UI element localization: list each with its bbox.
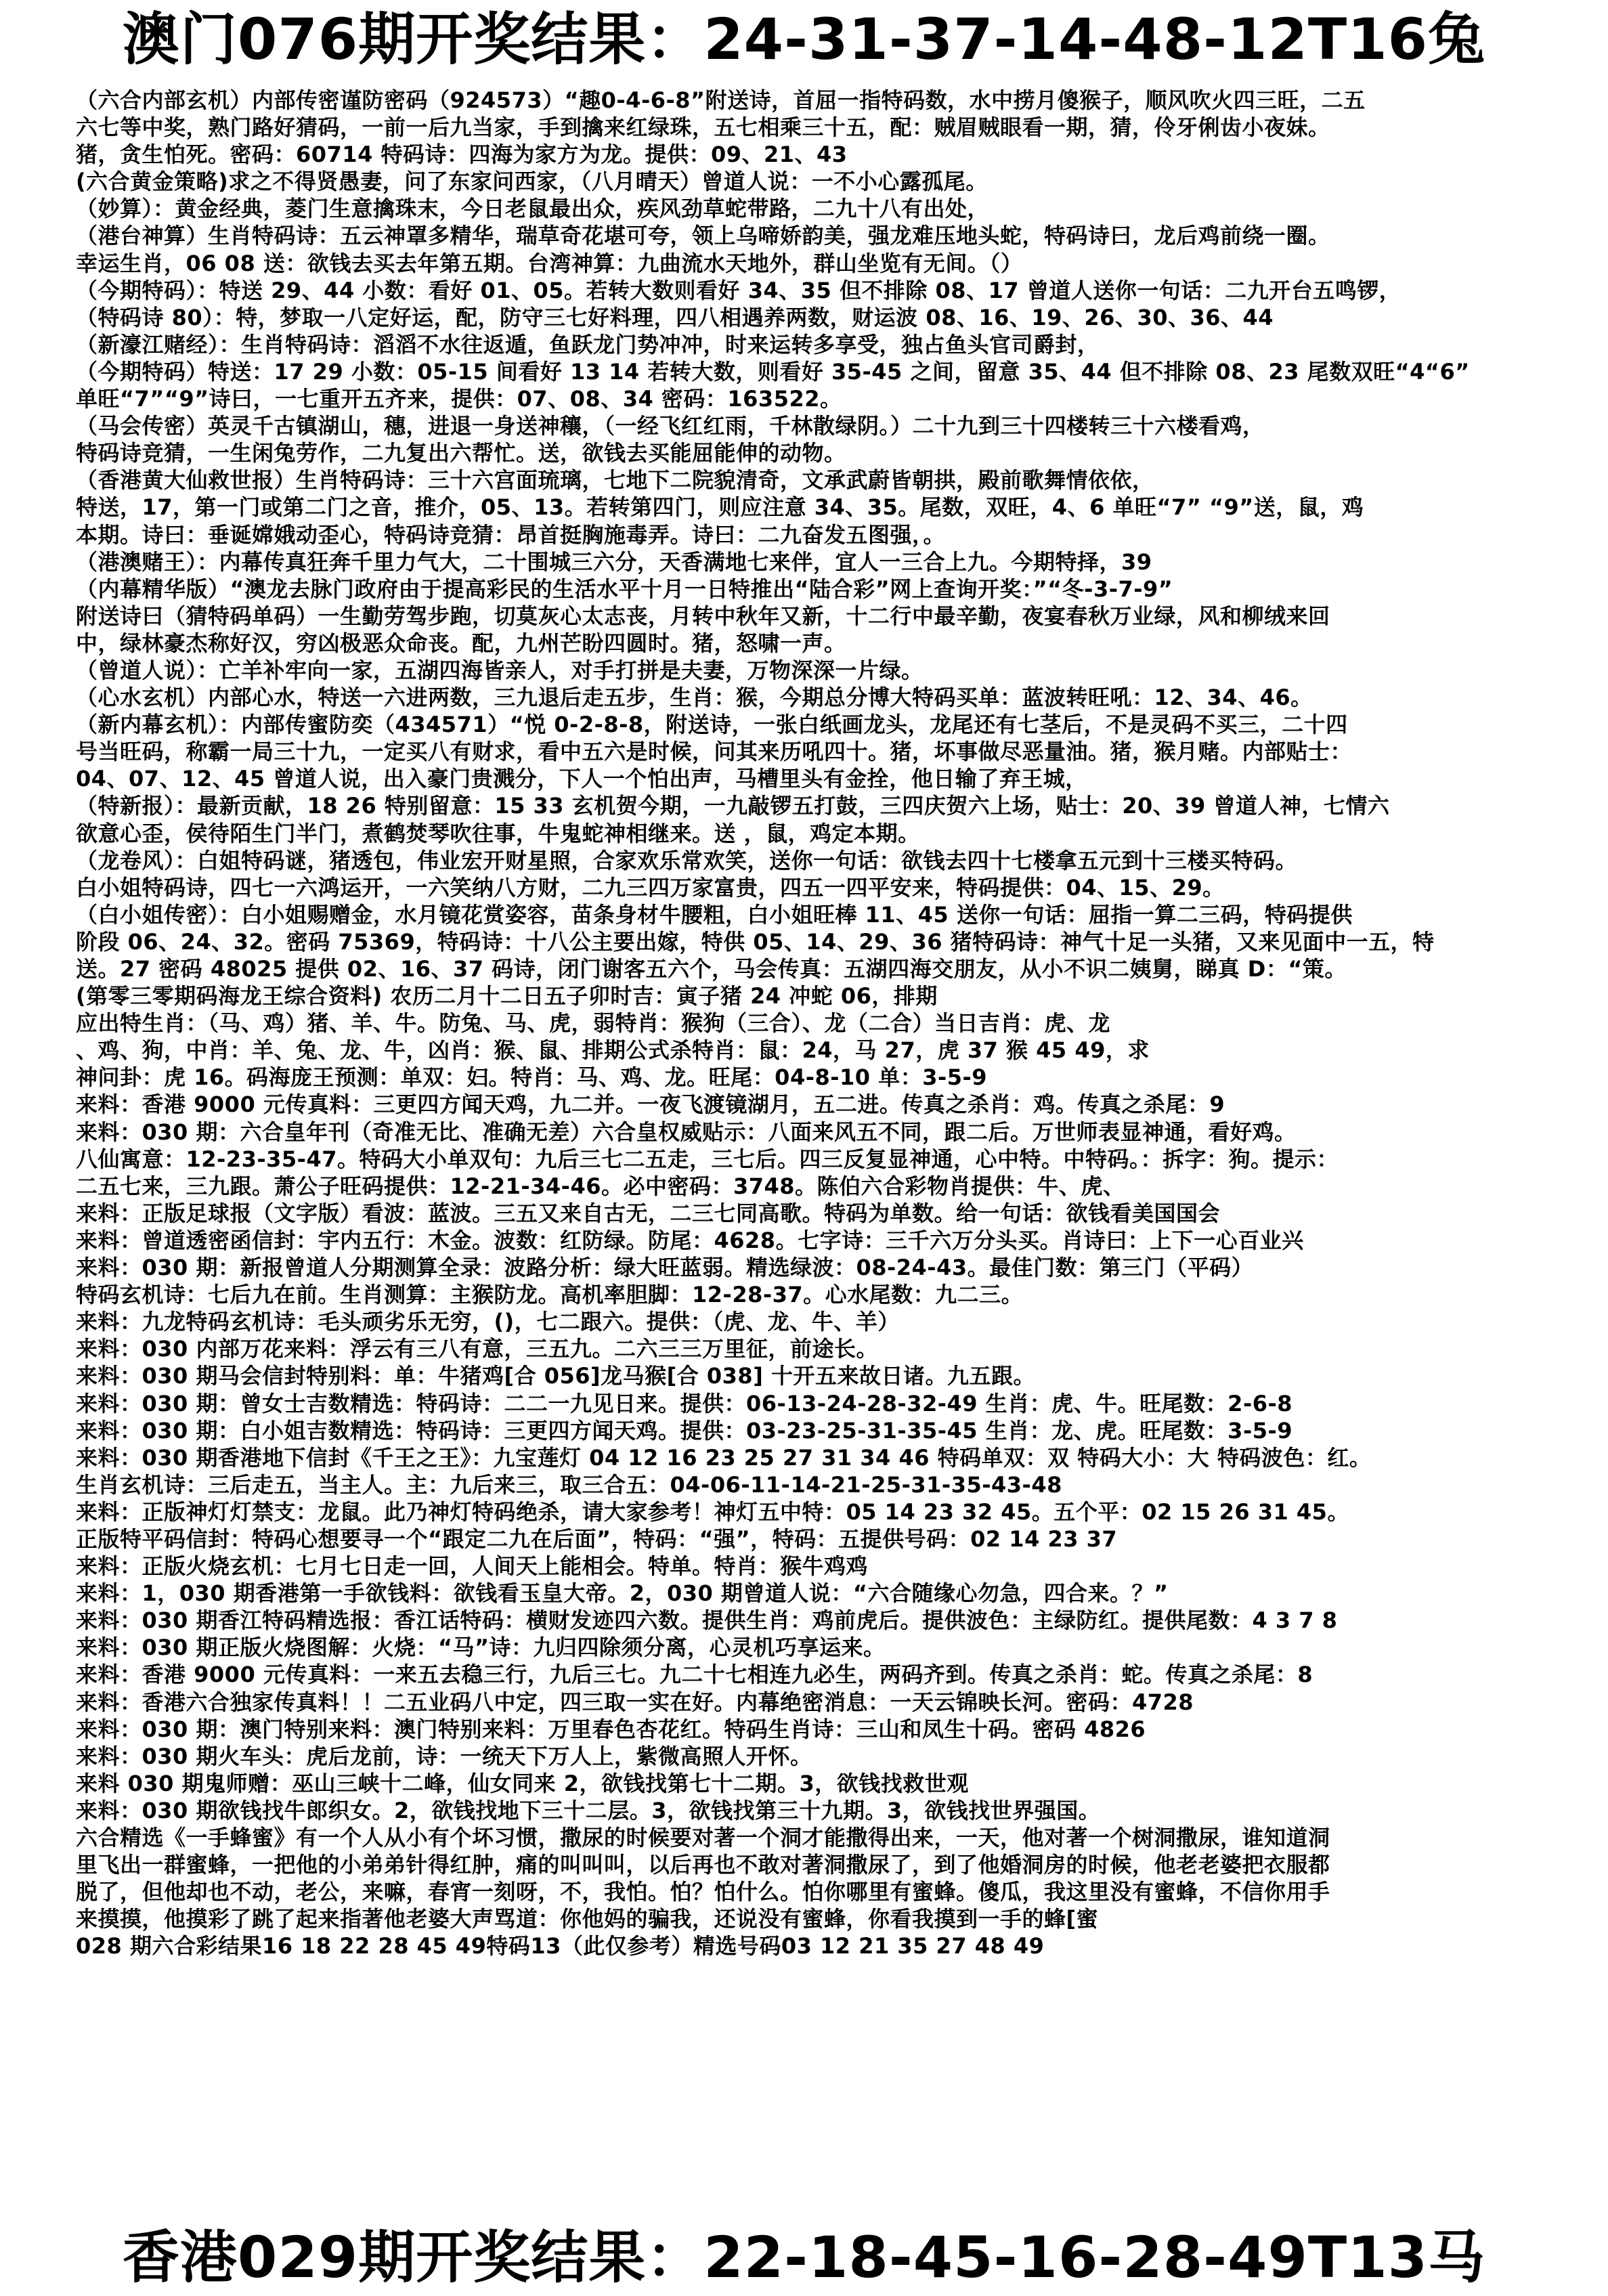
text-line: 中，绿林豪杰称好汉，穷凶极恶众命丧。配，九州芒盼四圆时。猪，怒啸一声。 (76, 630, 846, 656)
text-line: 来料：030 期香江特码精选报：香江话特码：横财发迹四六数。提供生肖：鸡前虎后。提供波色：主绿防红。提供尾数：4 3 7 8 (76, 1607, 1338, 1634)
text-line: （马会传密）英灵千古镇湖山，穗，进退一身送神穰，（一经飞红红雨，千林散绿阴。）二十九到三十四楼转三十六楼看鸡， (76, 413, 1265, 439)
text-line: 八仙寓意：12-23-35-47。特码大小单双句：九后三七二五走，三七后。四三反复显神通，心中特。中特码。：拆字：狗。提示： (76, 1146, 1339, 1172)
text-line: 六合精选《一手蜂蜜》有一个人从小有个坏习惯，撒尿的时候要对著一个洞才能撒得出来，一天，他对著一个树洞撒尿，谁知道洞 (76, 1825, 1330, 1850)
text-line: 来料 030 期鬼师赠：巫山三峡十二峰，仙女同来 2，欲钱找第七十二期。3，欲钱找救世观 (76, 1770, 969, 1796)
text-line: （白小姐传密）：白小姐赐赠金，水月镜花赏姿容，苗条身材牛腰粗，白小姐旺棒 11、45 送你一句话：屈指一算二三码，特码提供 (76, 901, 1353, 928)
text-line: （六合内部玄机）内部传密谨防密码（924573）“趣0-4-6-8”附送诗，首屈一指特码数，水中捞月傻猴子，顺风吹火四三旺，二五 (76, 87, 1366, 113)
text-line: 来料：香港 9000 元传真料：一来五去稳三行，九后三七。九二十七相连九必生，两码齐到。传真之杀肖：蛇。传真之杀尾：8 (76, 1662, 1313, 1688)
text-line: 来料：030 期香港地下信封《千王之王》：九宝莲灯 04 12 16 23 25 27 31 34 46 特码单双：双 特码大小：大 特码波色：红。 (76, 1444, 1372, 1471)
text-line: 送。27 密码 48025 提供 02、16、37 码诗，闭门谢客五六个，马会传真：五湖四海交朋友，从小不识二姨舅，睇真 D：“策。 (76, 956, 1347, 982)
text-line: （新内幕玄机）：内部传蜜防奕（434571）“悦 0-2-8-8，附送诗，一张白纸画龙头，龙尾还有七茎后，不是灵码不买三，二十四 (76, 712, 1348, 738)
text-line: 本期。诗曰：垂诞嫦娥动歪心，特码诗竞猜：昂首挺胸施毒弄。诗曰：二九奋发五图强，。 (76, 521, 946, 548)
text-line: 欲意心歪，侯待陌生门半门，煮鹤焚琴吹往事，牛鬼蛇神相继来。送 ，鼠，鸡定本期。 (76, 820, 920, 846)
text-line: 二五七来，三九跟。萧公子旺码提供：12-21-34-46。必中密码：3748。陈伯六合彩物肖提供：牛、虎、 (76, 1173, 1125, 1199)
text-line: （特新报）：最新贡献，18 26 特别留意：15 33 玄机贺今期，一九敲锣五打鼓，三四庆贺六上场，贴士：20、39 曾道人神，七情六 (76, 793, 1390, 819)
text-line: 神问卦：虎 16。码海庞王预测：单双：妇。特肖：马、鸡、龙。旺尾：04-8-10 单：3-5-9 (76, 1064, 988, 1091)
text-line: 幸运生肖，06 08 送：欲钱去买去年第五期。台湾神算：九曲流水天地外，群山坐览有无间。（） (76, 250, 1023, 276)
text-line: 猪，贪生怕死。密码：60714 特码诗：四海为家方为龙。提供：09、21、43 (76, 142, 848, 168)
text-line: 来料：正版火烧玄机：七月七日走一回，人间天上能相会。特单。特肖：猴牛鸡鸡 (76, 1553, 869, 1580)
text-line: （内幕精华版）“澳龙去脉门政府由于提高彩民的生活水平十月一日特推出“陆合彩”网上查询开奖：”“冬-3-7-9” (76, 576, 1173, 602)
text-line: 单旺“7”“9”诗曰，一七重开五齐来，提供：07、08、34 密码：163522。 (76, 386, 842, 412)
text-line: 来料：030 期火车头：虎后龙前，诗：一统天下万人上，紫微高照人开怀。 (76, 1743, 812, 1769)
text-line: （今期特码）特送：17 29 小数：05-15 间看好 13 14 若转大数，则看好 35-45 之间，留意 35、44 但不排除 08、23 尾数双旺“4“6” (76, 358, 1470, 385)
text-line: 特码玄机诗：七后九在前。生肖测算：主猴防龙。高机率胆脚：12-28-37。心水尾数：九二三。 (76, 1282, 1024, 1308)
text-line: 028 期六合彩结果16 18 22 28 45 49特码13（此仅参考）精选号码03 12 21 35 27 48 49 (76, 1933, 1045, 1959)
text-line: 特码诗竞猜，一生闲兔劳作，二九复出六帮忙。送，欲钱去买能屈能伸的动物。 (76, 440, 846, 467)
text-line: 来料：030 期：新报曾道人分期测算全录：波路分析：绿大旺蓝弱。精选绿波：08-24-43。最佳门数：第三门（平码） (76, 1255, 1254, 1281)
text-line: 来料：030 期马会信封特别料：单：牛猪鸡[合 056]龙马猴[合 038] 十开五来故日诸。九五跟。 (76, 1363, 1035, 1389)
text-line: （心水玄机）内部心水，特送一六进两数，三九退后走五步，生肖：猴，今期总分博大特码买单：蓝波转旺吼：12、34、46。 (76, 685, 1313, 711)
text-line: 附送诗曰（猜特码单码）一生勤劳驾步跑，切莫灰心太志丧，月转中秋年又新，十二行中最辛勤，夜宴春秋万业绿，风和柳绒来回 (76, 603, 1330, 629)
text-line: （港台神算）生肖特码诗：五云神罩多精华，瑞草奇花堪可夸，领上乌啼娇韵美，强龙难压地头蛇，特码诗曰，龙后鸡前绕一圈。 (76, 223, 1330, 249)
text-line: （新濠江赌经）：生肖特码诗：滔滔不水往返遁，鱼跃龙门势冲冲，时来运转多享受，独占鱼头官司爵封， (76, 331, 1100, 358)
text-line: 来料：030 期：六合皇年刊（奇准无比、准确无差）六合皇权威贴示：八面来风五不同，跟二后。万世师表显神通，看好鸡。 (76, 1119, 1297, 1145)
text-line: (第零三零期码海龙王综合资料) 农历二月十二日五子卯时吉：寅子猪 24 冲蛇 06，排期 (76, 983, 938, 1010)
text-line: 六七等中奖，熟门路好猜码，一前一后九当家，手到擒来红绿珠，五七相乘三十五，配：贼眉贼眼看一期，猜，伶牙俐齿小夜妹。 (76, 114, 1330, 141)
text-line: （龙卷风）：白姐特码谜，猪透包，伟业宏开财星照，合家欢乐常欢笑，送你一句话：欲钱去四十七楼拿五元到十三楼买特码。 (76, 847, 1298, 873)
text-line: 来料：正版足球报（文字版）看波：蓝波。三五又来自古无，二三七同高歌。特码为单数。给一句话：欲钱看美国国会 (76, 1200, 1221, 1226)
text-line: 来料：香港 9000 元传真料：三更四方闻天鸡，九二并。一夜飞渡镜湖月，五二进。传真之杀肖：鸡。传真之杀尾：9 (76, 1091, 1225, 1118)
text-line: 正版特平码信封：特码心想要寻一个“跟定二九在后面”，特码：“强”，特码：五提供号码：02 14 23 37 (76, 1525, 1118, 1552)
text-line: 应出特生肖：（马、鸡）猪、羊、牛。防兔、马、虎，弱特肖：猴狗（三合）、龙（二合）当日吉肖：虎、龙 (76, 1010, 1111, 1037)
text-line: 特送，17，第一门或第二门之音，推介，05、13。若转第四门，则应注意 34、35。尾数，双旺，4、6 单旺“7” “9”送，鼠，鸡 (76, 494, 1364, 521)
text-line: （妙算）：黄金经典，菱门生意擒珠末，今日老鼠最出众，疾风劲草蛇带路，二九十八有出处， (76, 196, 990, 222)
footer-title: 香港029期开奖结果：22-18-45-16-28-49T13马 (122, 2224, 1486, 2291)
text-line: 、鸡、狗，中肖：羊、兔、龙、牛，凶肖：猴、鼠、排期公式杀特肖：鼠：24，马 27，虎 37 猴 45 49，求 (76, 1037, 1150, 1064)
text-line: 来料：030 期：曾女士吉数精选：特码诗：二二一九见日来。提供：06-13-24-28-32-49 生肖：虎、牛。旺尾数：2-6-8 (76, 1390, 1293, 1416)
text-line: 来料：030 内部万花来料：浮云有三八有意，三五九。二六三三万里征，前途长。 (76, 1336, 878, 1362)
text-line: 来料：1，030 期香港第一手欲钱料：欲钱看玉皇大帝。2，030 期曾道人说：“六合随缘心勿急，四合来。？” (76, 1580, 1169, 1607)
text-line: 04、07、12、45 曾道人说，出入豪门贵溅分，下人一个怕出声，马槽里头有金拴，他日输了弃王城， (76, 766, 1087, 792)
text-line: 来料：030 期：澳门特别来料：澳门特别来料：万里春色杏花红。特码生肖诗：三山和凤生十码。密码 4826 (76, 1716, 1146, 1742)
text-line: （今期特码）：特送 29、44 小数：看好 01、05。若转大数则看好 34、35 但不排除 08、17 曾道人送你一句话：二九开台五鸣锣， (76, 277, 1401, 303)
text-line: 来摸摸，他摸彩了跳了起来指著他老婆大声骂道：你他妈的骗我，还说没有蜜蜂，你看我摸到一手的蜂[蜜 (76, 1906, 1099, 1932)
text-line: 来料：正版神灯灯禁支：龙鼠。此乃神灯特码绝杀，请大家参考！神灯五中特：05 14 23 32 45。五个平：02 15 26 31 45。 (76, 1498, 1349, 1525)
text-line: 阶段 06、24、32。密码 75369，特码诗：十八公主要出嫁，特供 05、14、29、36 猪特码诗：神气十足一头猪，又来见面中一五，特 (76, 928, 1435, 955)
text-line: （特码诗 80）：特，梦取一八定好运，配，防守三七好料理，四八相遇养两数，财运波 08、16、19、26、30、36、44 (76, 304, 1274, 330)
text-line: 来料：030 期：白小姐吉数精选：特码诗：三更四方闻天鸡。提供：03-23-25-31-35-45 生肖：龙、虎。旺尾数：3-5-9 (76, 1417, 1293, 1444)
text-line: 来料：香港六合独家传真料！！二五业码八中定，四三取一实在好。内幕绝密消息：一天云锦映长河。密码：4728 (76, 1689, 1194, 1715)
page-title: 澳门076期开奖结果：24-31-37-14-48-12T16兔 (122, 6, 1486, 72)
text-line: （香港黄大仙救世报）生肖特码诗：三十六宫面琉璃，七地下二院貌清奇，文承武蔚皆朝拱，殿前歌舞情依依， (76, 467, 1154, 494)
text-line: 白小姐特码诗，四七一六鸿运开，一六笑纳八方财，二九三四万家富贵，四五一四平安来，特码提供：04、15、29。 (76, 874, 1225, 901)
text-line: 来料：030 期正版火烧图解：火烧：“马”诗：九归四除须分离，心灵机巧享运来。 (76, 1634, 886, 1661)
text-line: 生肖玄机诗：三后走五，当主人。主：九后来三，取三合五：04-06-11-14-21-25-31-35-43-48 (76, 1471, 1062, 1498)
text-line: 里飞出一群蜜蜂，一把他的小弟弟针得红肿，痛的叫叫叫，以后再也不敢对著洞撒尿了，到了他婚洞房的时候，他老老婆把衣服都 (76, 1852, 1330, 1878)
text-line: 号当旺码，称霸一局三十九，一定买八有财求，看中五六是时候，问其来历吼四十。猪，坏事做尽恶量油。猪，猴月赌。内部贴士： (76, 739, 1353, 765)
text-line: 来料：九龙特码玄机诗：毛头顽劣乐无穷，()，七二跟六。提供：（虎、龙、牛、羊） (76, 1309, 900, 1335)
text-line: （港澳赌王）：内幕传真狂奔千里力气大，二十围城三六分，天香满地七来伴，宜人一三合上九。今期特择，39 (76, 548, 1152, 575)
text-line: (六合黄金策略)求之不得贤愚妻，问了东家问西家，（八月晴天）曾道人说：一不小心露孤尾。 (76, 169, 988, 195)
text-line: 脱了，但他却也不动，老公，来嘛，春宵一刻呀，不，我怕。怕？怕什么。怕你哪里有蜜蜂。傻瓜，我这里没有蜜蜂，不信你用手 (76, 1879, 1330, 1905)
text-line: 来料：曾道透密函信封：宇内五行：木金。波数：红防绿。防尾：4628。七字诗：三千六万分头买。肖诗曰：上下一心百业兴 (76, 1227, 1304, 1253)
text-line: （曾道人说）：亡羊补牢向一家，五湖四海皆亲人，对手打拼是夫妻，万物深深一片绿。 (76, 657, 923, 683)
text-line: 来料：030 期欲钱找牛郎织女。2，欲钱找地下三十二层。3，欲钱找第三十九期。3，欲钱找世界强国。 (76, 1797, 1101, 1823)
article-body (76, 87, 1531, 1959)
